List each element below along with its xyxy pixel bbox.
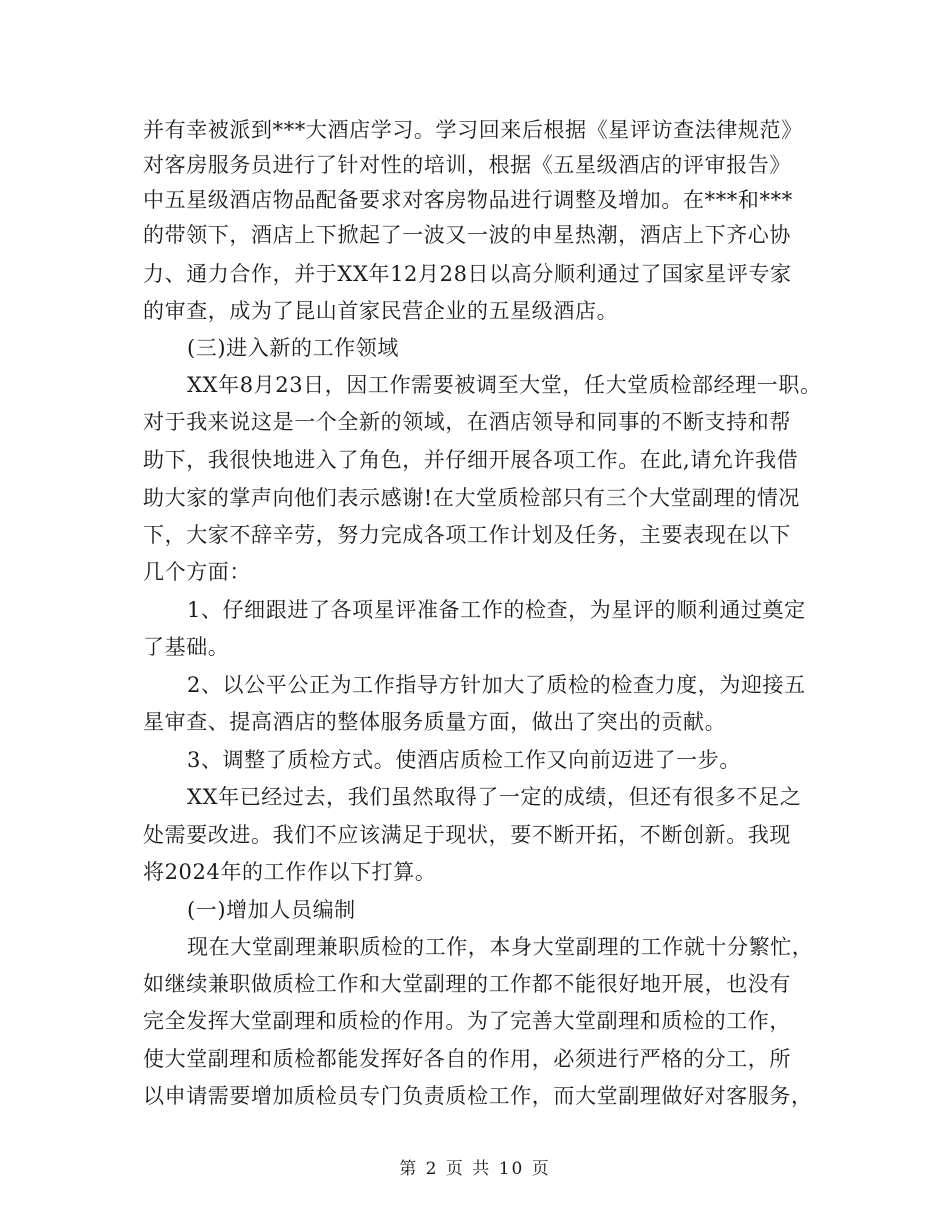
text-line: 完全发挥大堂副理和质检的作用。为了完善大堂副理和质检的工作， [143,1009,791,1033]
text-line: 对于我来说这是一个全新的领域，在酒店领导和同事的不断支持和帮 [143,410,791,434]
text-line: 力、通力合作，并于XX年12月28日以高分顺利通过了国家星评专家 [143,262,792,286]
section-heading: (三)进入新的工作领域 [187,336,399,360]
text-line: 以申请需要增加质检员专门负责质检工作，而大堂副理做好对客服务， [143,1084,813,1108]
text-line: 处需要改进。我们不应该满足于现状，要不断开拓，不断创新。我现 [143,823,791,847]
list-item: 3、调整了质检方式。使酒店质检工作又向前迈进了一步。 [187,748,741,772]
text-line: 对客房服务员进行了针对性的培训，根据《五星级酒店的评审报告》 [143,153,791,177]
text-line: 几个方面： [143,560,251,584]
text-line: XX年8月23日，因工作需要被调至大堂，任大堂质检部经理一职。 [187,373,822,397]
text-line: 中五星级酒店物品配备要求对客房物品进行调整及增加。在***和*** [143,188,793,212]
section-heading: (一)增加人员编制 [187,898,356,922]
text-line: 了基础。 [143,635,230,659]
text-line: 将2024年的工作作以下打算。 [143,860,437,884]
text-line: 助下，我很快地进入了角色，并仔细开展各项工作。在此,请允许我借 [143,448,799,472]
text-line: 现在大堂副理兼职质检的工作，本身大堂副理的工作就十分繁忙， [187,935,814,959]
page-number: 第 2 页 共 10 页 [399,1159,551,1179]
text-line: 助大家的掌声向他们表示感谢!在大堂质检部只有三个大堂副理的情况 [143,486,801,510]
text-line: 的审查，成为了昆山首家民营企业的五星级酒店。 [143,299,619,323]
text-line: 并有幸被派到***大酒店学习。学习回来后根据《星评访查法律规范》 [143,118,803,142]
list-item: 2、以公平公正为工作指导方针加大了质检的检查力度，为迎接五 [187,673,806,697]
list-item: 1、仔细跟进了各项星评准备工作的检查，为星评的顺利通过奠定 [187,598,806,622]
text-line: 星审查、提高酒店的整体服务质量方面，做出了突出的贡献。 [143,710,727,734]
text-line: 如继续兼职做质检工作和大堂副理的工作都不能很好地开展，也没有 [143,972,791,996]
text-line: 下，大家不辞辛劳，努力完成各项工作计划及任务，主要表现在以下 [143,523,791,547]
text-line: 使大堂副理和质检都能发挥好各自的作用，必须进行严格的分工，所 [143,1047,791,1071]
text-line: XX年已经过去，我们虽然取得了一定的成绩，但还有很多不足之 [187,785,802,809]
text-line: 的带领下，酒店上下掀起了一波又一波的申星热潮，酒店上下齐心协 [143,223,791,247]
